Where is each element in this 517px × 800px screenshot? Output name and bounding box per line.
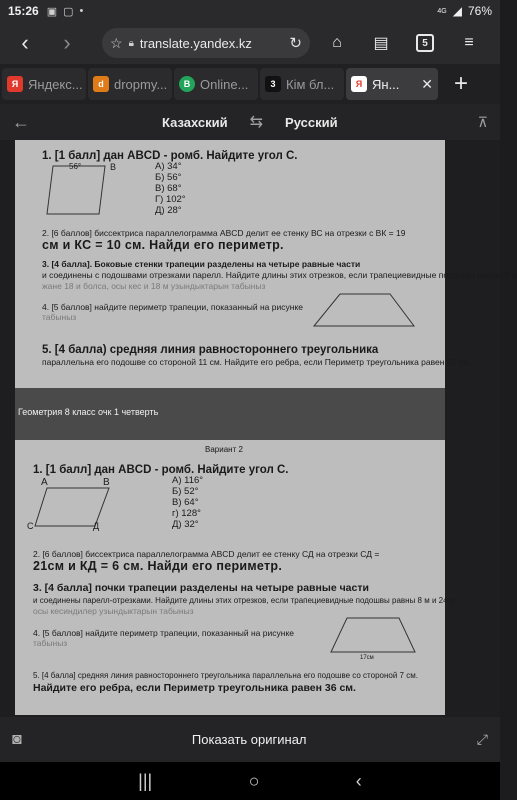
v2-question-2-cont: 21см и КД = 6 см. Найди его периметр. xyxy=(33,559,283,573)
v1-question-4: 4. [5 баллов] найдите периметр трапеции, показанный на рисунке xyxy=(42,302,303,312)
v2-question-3-cont2: осы кесиндилер узындыктарын табыныз xyxy=(33,606,194,616)
answer-option: В) 68° xyxy=(155,183,182,194)
answer-option: г) 128° xyxy=(172,508,201,519)
answer-option: Б) 52° xyxy=(172,486,199,497)
v1-question-2: 2. [6 баллов] биссектриса параллелограмма ABCD делит ее стенку ВС на отрезки с ВК = 19 xyxy=(42,228,406,238)
v1-question-3-cont2: жане 18 и болса, осы кес и 18 м узындыктарын табыныз xyxy=(42,281,266,291)
v1-trapezoid-figure xyxy=(310,288,420,330)
tab-label: Online... xyxy=(200,76,249,92)
answer-option: Д) 32° xyxy=(172,519,199,530)
tab-yandex[interactable] xyxy=(2,68,86,100)
v2-trapezoid-base-label: 17см xyxy=(360,655,374,661)
tab-label: Кім бл... xyxy=(286,76,335,92)
network-type: 4G xyxy=(437,7,447,15)
v2-answers xyxy=(172,475,203,530)
v2-question-3-cont: и соединены парелл-отрезками. Найдите длины этих отрезков, если трапециевидные подошвы равны 8 м и 24 м. xyxy=(33,596,458,605)
translated-document xyxy=(15,140,517,715)
browser-toolbar xyxy=(0,22,500,64)
kim-favicon-icon: 3 xyxy=(265,76,281,92)
tab-strip xyxy=(0,64,500,104)
v2-question-3: 3. [4 балла] почки трапеции разделены на четыре равные части xyxy=(33,582,369,594)
status-time: 15:26 xyxy=(8,4,39,18)
bookmark-star-icon[interactable]: ☆ xyxy=(110,34,123,51)
section-title: Геометрия 8 класс очк 1 четверть xyxy=(18,407,159,417)
home-icon[interactable]: ⌂ xyxy=(332,34,342,51)
v1-question-4-cont: табыныз xyxy=(42,312,77,322)
v2-question-1: 1. [1 балл] дан ABCD - ромб. Найдите угол С. xyxy=(33,464,289,476)
address-bar[interactable] xyxy=(102,28,310,58)
source-language[interactable]: Казахский xyxy=(162,114,228,130)
yandex-favicon-icon: Я xyxy=(7,76,23,92)
camera-icon[interactable]: ◙ xyxy=(12,730,22,748)
more-dot-icon: • xyxy=(79,4,84,17)
v1-rhombus-figure xyxy=(43,164,113,216)
tab-label: Яндекс... xyxy=(28,76,83,92)
tabs-counter-button[interactable] xyxy=(414,32,436,54)
v1-angle-label: 56° xyxy=(69,162,82,171)
export-icon[interactable]: ⊼ xyxy=(477,113,488,130)
url-text: translate.yandex.kz xyxy=(139,35,252,51)
v1-question-5-cont: параллельна его подошве со стороной 11 см. Найдите его ребра, если Периметр треугольника равен 52 см. xyxy=(42,357,472,367)
reader-mode-icon[interactable]: ▤ xyxy=(373,35,389,52)
v2-vertex-d: Д xyxy=(93,521,100,531)
v2-question-2: 2. [6 баллов] биссектриса параллелограмма ABCD делит ее стенку СД на отрезки СД = xyxy=(33,549,380,559)
online-favicon-icon: B xyxy=(179,76,195,92)
tab-kim[interactable] xyxy=(260,68,344,100)
home-circle-icon[interactable]: ○ xyxy=(248,770,260,791)
v2-vertex-a: A xyxy=(41,477,48,488)
v1-question-5: 5. [4 балла) средняя линия равностороннего треугольника xyxy=(42,344,379,356)
v2-question-4-cont: табыныз xyxy=(33,638,68,648)
v1-question-3-cont: и соединены с подошвами отрезками парелл. Найдите длины этих отрезков, если трапециевидные подошвы равны 6 м xyxy=(42,270,517,280)
answer-option: Б) 56° xyxy=(155,172,182,183)
answer-option: В) 64° xyxy=(172,497,199,508)
tab-online[interactable] xyxy=(174,68,258,100)
answer-option: Д) 28° xyxy=(155,205,182,216)
v2-rhombus-figure xyxy=(31,486,113,530)
tab-label: Ян... xyxy=(372,76,400,92)
menu-icon[interactable]: ≡ xyxy=(464,34,474,51)
tabs-count: 5 xyxy=(416,34,434,52)
v1-question-2-cont: см и КС = 10 см. Найди его периметр. xyxy=(42,238,284,252)
battery-label: 76% xyxy=(467,4,492,18)
photo-icon: ▣ xyxy=(46,5,58,18)
v2-question-5: 5. [4 балла] средняя линия равностороннего треугольника параллельна его подошве со стороной 7 см. xyxy=(33,671,418,680)
translate-header xyxy=(0,104,500,140)
notification-icons xyxy=(47,5,84,18)
swap-languages-icon[interactable]: ⇆ xyxy=(249,114,264,131)
v1-question-1: 1. [1 балл] дан ABCD - ромб. Найдите угол С. xyxy=(42,150,298,162)
answer-option: А) 116° xyxy=(172,475,204,486)
lock-icon: 🔒︎ xyxy=(128,37,134,49)
variant-title: Вариант 2 xyxy=(205,445,243,454)
v1-question-3: 3. [4 балла]. Боковые стенки трапеции разделены на четыре равные части xyxy=(42,259,361,269)
forward-button[interactable]: › xyxy=(63,30,71,55)
tab-yandex-translate[interactable] xyxy=(346,68,438,100)
close-tab-icon[interactable]: ✕ xyxy=(421,75,433,92)
show-original-button[interactable]: Показать оригинал xyxy=(191,732,307,747)
answer-option: Г) 102° xyxy=(155,194,186,205)
translator-footer xyxy=(0,717,500,762)
app-icon: ▢ xyxy=(63,5,74,18)
answer-option: А) 34° xyxy=(155,161,182,172)
status-bar xyxy=(0,0,500,22)
v2-question-4: 4. [5 баллов] найдите периметр трапеции, показанный на рисунке xyxy=(33,628,294,638)
reload-icon[interactable]: ↻ xyxy=(289,35,302,52)
translate-favicon-icon: Я xyxy=(351,76,367,92)
back-button[interactable]: ‹ xyxy=(21,30,29,55)
target-language[interactable]: Русский xyxy=(285,114,338,130)
v2-vertex-c: C xyxy=(27,521,34,531)
new-tab-button[interactable]: + xyxy=(453,70,468,97)
translated-image-area xyxy=(0,140,517,717)
v1-answers xyxy=(155,161,186,216)
fullscreen-icon[interactable]: ⤢ xyxy=(476,731,488,747)
system-navigation-bar xyxy=(0,762,500,800)
system-back-icon[interactable]: ‹ xyxy=(355,770,362,791)
tab-dropmy[interactable] xyxy=(88,68,172,100)
v2-vertex-b: B xyxy=(103,477,110,488)
v2-trapezoid-figure xyxy=(327,614,419,656)
dropmy-favicon-icon: d xyxy=(93,76,109,92)
v2-question-5-cont: Найдите его ребра, если Периметр треугольника равен 36 см. xyxy=(33,682,356,694)
v1-vertex-b: B xyxy=(110,162,117,172)
tab-label: dropmy... xyxy=(114,76,168,92)
recent-apps-icon[interactable]: ||| xyxy=(138,770,153,791)
signal-icon: ◢ xyxy=(452,4,462,18)
arrow-left-icon[interactable]: ← xyxy=(12,111,30,132)
